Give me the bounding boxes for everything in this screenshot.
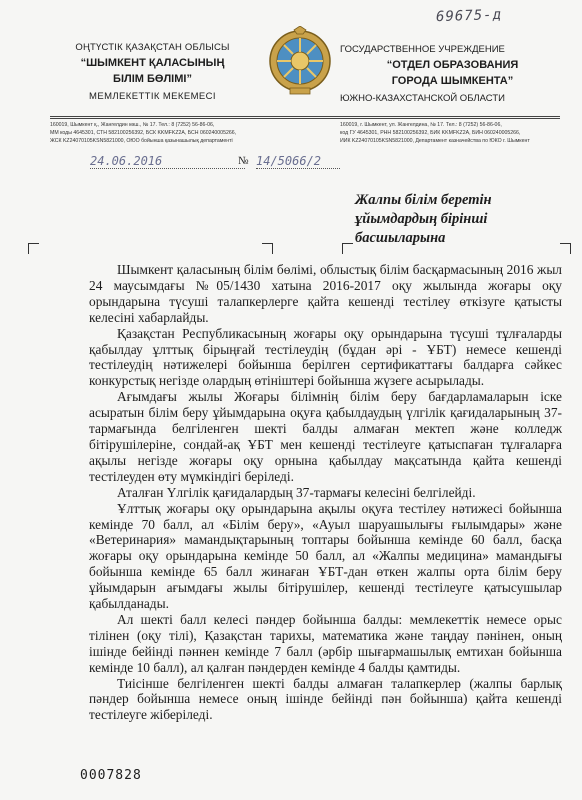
- registration-line: [50, 154, 325, 170]
- contact-line: 160019, Шымкент қ., Жангелдин көш., № 17. Тел.: 8 (7252) 56-86-06,: [50, 122, 215, 128]
- form-serial-number: 0007828: [80, 768, 142, 783]
- body-paragraph: Қазақстан Республикасының жоғары оқу орындарына түсуші тұлғаларды қабылдау ұлттық бірыңғай тестілеудің (бұдан әрі - ҰБТ) немесе кешенді тестілеудің нәтижелері бойынша берілген сертификаттағы балдарға сәйкес конкурстық негізде олардың өтініштері бойынша жүзеге асырылады.: [89, 325, 562, 389]
- body-paragraph: Ал шекті балл келесі пәндер бойынша балды: мемлекеттік немесе орыс тілінен (оқу тілі), Қазақстан тарихы, математика және таңдау пәнінен, оның ішінде бейінді пәннен кемінде 7 балл (әрбір шығармашылық емтихан бойынша кемінде 10 балл), ал қалған пәндерден кемінде 4 балды қамтиды.: [89, 611, 562, 675]
- contact-line: ЖСК KZ24070105KSN5821000, ОЮО бойынша қазынашылық департаменті: [50, 138, 233, 145]
- letter-body: [89, 262, 562, 723]
- contact-details-kz: [50, 121, 295, 146]
- body-paragraph: Тиісінше белгіленген шекті балды алмаған талапкерлер (жалпы барлық пәндер бойынша немесе оның ішінде бейінді пән бойынша) қайта кешенді тестілеуге жіберіледі.: [89, 675, 562, 723]
- registration-number: 14/5066/2: [256, 154, 340, 169]
- corner-mark-addressee-left: [342, 243, 353, 254]
- addressee-line: Жалпы білім беретін: [355, 192, 492, 208]
- header-region-ru: ЮЖНО-КАЗАХСТАНСКОЙ ОБЛАСТИ: [340, 93, 505, 104]
- body-paragraph: Шымкент қаласының білім бөлімі, облыстық білім басқармасының 2016 жыл 24 маусымдағы №05/1430 хатына 2016-2017 оқу жылында жоғары оқу орындарына түсуші талапкерлерге қайта кешенді тестілеу өткізуге қатысты келесіні хабарлайды.: [89, 262, 562, 325]
- contact-line: код ГУ 4645301, РНН 582100256392, БИК KKMFKZ2A, БИН 060240005266,: [340, 130, 521, 137]
- header-org-type-kz: МЕМЛЕКЕТТІК МЕКЕМЕСІ: [89, 91, 216, 102]
- header-org-name-ru-2: ГОРОДА ШЫМКЕНТА”: [391, 75, 514, 87]
- header-divider-top: [50, 116, 560, 117]
- header-russian-block: [340, 44, 565, 104]
- header-org-type-ru: ГОСУДАРСТВЕННОЕ УЧРЕЖДЕНИЕ: [340, 44, 505, 55]
- registration-date: 24.06.2016: [90, 154, 245, 169]
- body-paragraph: Ұлттық жоғары оқу орындарына ақылы оқуға тестілеу нәтижесі бойынша кемінде 70 балл, ал «Білім беру», «Ауыл шаруашылығы ғылымдары» және «Ветеринария» мамандықтарының топтары бойынша кемінде 60 балл, басқа жоғары оқу орындарына кемінде 50 балл, ал «Жалпы медицина» мамандығы бойынша кемінде 65 балл жинаған ҰБТ-дан өткен жалпы орта білім беру ұйымдарын ағымдағы жылы бітірушілер, кешенді тестілеуге қатысушылар қабылданады.: [89, 500, 562, 612]
- header-org-name-kz-1: “ШЫМКЕНТ ҚАЛАСЫНЫҢ: [80, 57, 225, 69]
- body-paragraph: Ағымдағы жылы Жоғары білімнің білім беру бағдарламаларын іске асыратын білім беру ұйымдарына оқуға қабылдаудың үлгілік қағидаларының 37-тармағында белгіленген шекті балды алмаған мектеп және колледж бітірушілеріне, сондай-ақ ҰБТ мен кешенді тестілеуге қатыспаған тұлғаларға ақылы негізде жоғары оқу орнына қабылдау мақсатында қайта кешенді тестілеуден өту мүмкіндігі беріледі.: [89, 389, 562, 484]
- addressee-line: басшыларына: [355, 230, 446, 246]
- contact-details-ru: [340, 121, 570, 146]
- handwritten-registration-note: 69675-д: [435, 6, 503, 26]
- header-region-kz: ОҢТҮСТІК ҚАЗАҚСТАН ОБЛЫСЫ: [75, 42, 230, 53]
- header-kazakh-block: [50, 42, 255, 102]
- corner-mark-top-right: [262, 243, 273, 254]
- contact-line: ИИК KZ24070105KSN5821000, Департамент казначейства по ЮКО г. Шымкент: [340, 138, 530, 145]
- addressee-block: [355, 191, 555, 248]
- contact-line: ММ коды 4645301, СТН 582100256392, БСК KKMFKZ2A, БСН 060240005266,: [50, 130, 237, 137]
- corner-mark-addressee-right: [560, 243, 571, 254]
- number-sign: №: [238, 155, 249, 167]
- corner-mark-top-left: [28, 243, 39, 254]
- header-org-name-kz-2: БІЛІМ БӨЛІМІ”: [113, 73, 192, 85]
- header-org-name-ru-1: “ОТДЕЛ ОБРАЗОВАНИЯ: [386, 59, 519, 71]
- header-divider-bottom: [50, 118, 560, 119]
- body-paragraph: Аталған Үлгілік қағидалардың 37-тармағы келесіні белгілейді.: [117, 484, 476, 500]
- contact-line: 160019, г. Шымкент, ул. Жангелдина, № 17. Тел.: 8 (7252) 56-86-06,: [340, 122, 502, 128]
- state-emblem-icon: [268, 26, 332, 96]
- addressee-line: ұйымдардың біріншi: [355, 211, 488, 227]
